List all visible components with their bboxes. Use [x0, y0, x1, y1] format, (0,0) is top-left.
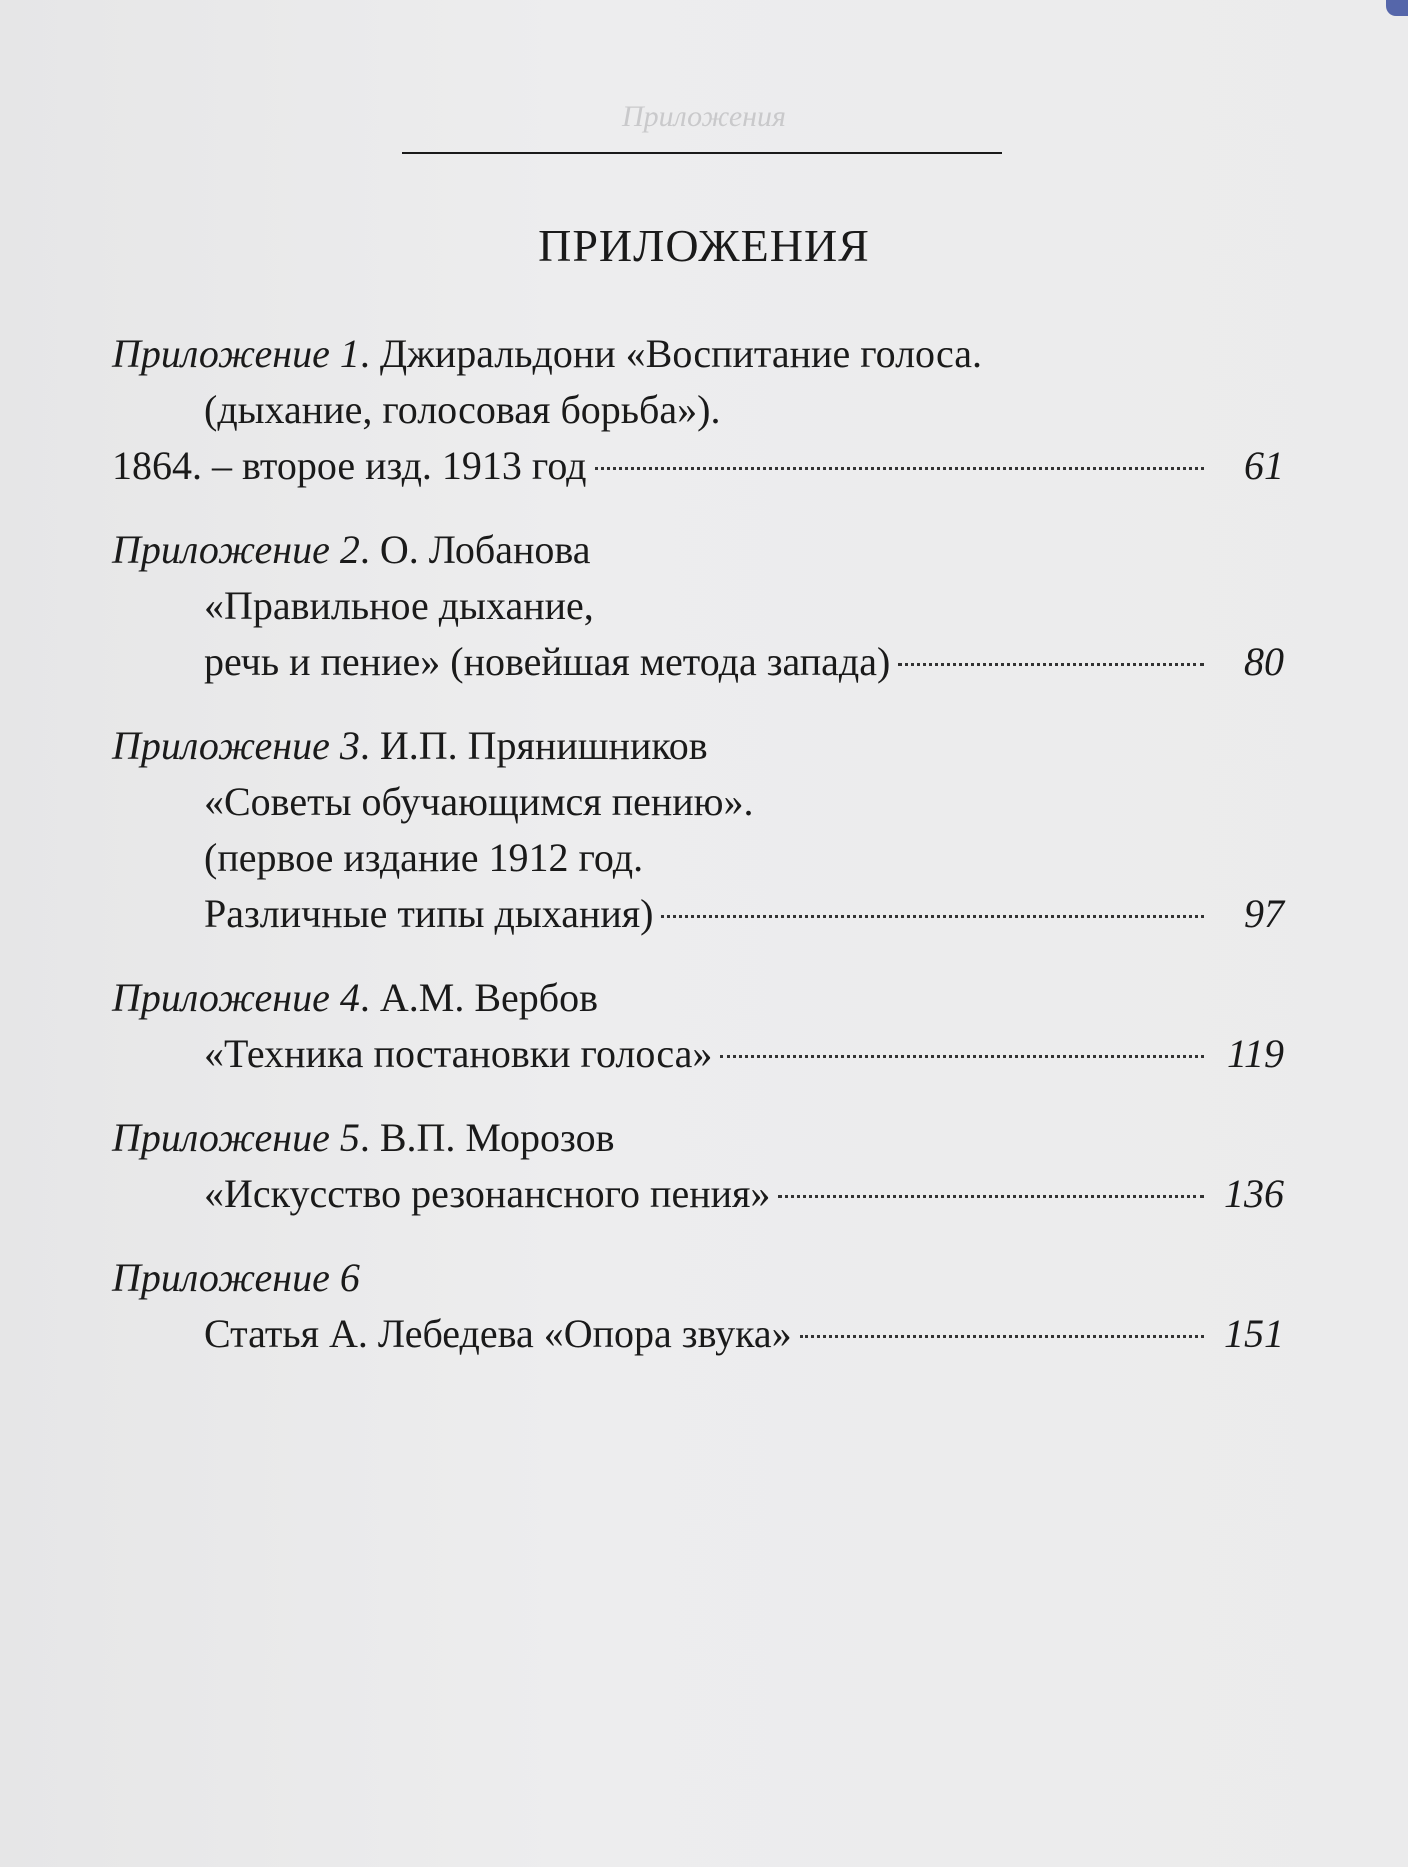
- dot-leader: [898, 663, 1204, 666]
- toc-line: [112, 578, 1284, 634]
- toc-line: Приложение 2 . О. Лобанова: [112, 522, 1284, 578]
- toc-line: [112, 830, 1284, 886]
- dot-leader: [595, 467, 1204, 470]
- page-number[interactable]: 119: [1226, 1031, 1284, 1076]
- toc-line: [112, 886, 1284, 942]
- entry-text: (дыхание, голосовая борьба»).: [204, 387, 721, 432]
- toc-line: [112, 1166, 1284, 1222]
- page-number[interactable]: 136: [1224, 1171, 1284, 1216]
- toc-entry-3[interactable]: [112, 718, 1284, 942]
- entry-text: И.П. Прянишников: [379, 723, 708, 768]
- entry-text: Статья А. Лебедева «Опора звука»: [204, 1311, 792, 1356]
- toc-line: Приложение 4 . А.М. Вербов: [112, 970, 1284, 1026]
- entry-text: Различные типы дыхания): [204, 891, 654, 936]
- entry-text: «Советы обучающимся пению».: [204, 779, 754, 824]
- entry-text: А.М. Вербов: [379, 975, 598, 1020]
- toc-line: Приложение 1 . Джиральдони «Воспитание голоса.: [112, 326, 1284, 382]
- toc-entry-2[interactable]: [112, 522, 1284, 690]
- entry-text: Джиральдони «Воспитание голоса.: [379, 331, 983, 376]
- toc-line: [112, 1306, 1284, 1362]
- appendix-label: Приложение 5: [112, 1115, 360, 1160]
- appendix-label: Приложение 6: [112, 1255, 360, 1300]
- toc-line: [112, 1250, 1284, 1306]
- appendix-label: Приложение 2: [112, 527, 360, 572]
- toc-line: Приложение 5 . В.П. Морозов: [112, 1110, 1284, 1166]
- toc-entry-4[interactable]: [112, 970, 1284, 1082]
- entry-text: «Искусство резонансного пения»: [204, 1171, 771, 1216]
- toc-line: [112, 438, 1284, 494]
- dot-leader: [778, 1195, 1204, 1198]
- entry-text: «Техника постановки голоса»: [204, 1031, 713, 1076]
- entry-text: О. Лобанова: [379, 527, 591, 572]
- toc-line: [112, 634, 1284, 690]
- appendix-label: Приложение 3: [112, 723, 360, 768]
- toc-entry-1[interactable]: [112, 326, 1284, 494]
- toc-line: [112, 774, 1284, 830]
- entry-text: речь и пение» (новейшая метода запада): [204, 639, 891, 684]
- toc-line: Приложение 3 . И.П. Прянишников: [112, 718, 1284, 774]
- toc-entry-6[interactable]: [112, 1250, 1284, 1362]
- dot-leader: [661, 915, 1204, 918]
- toc-line: [112, 1026, 1284, 1082]
- page-number[interactable]: 151: [1224, 1311, 1284, 1356]
- appendix-label: Приложение 4: [112, 975, 360, 1020]
- page-number[interactable]: 61: [1244, 443, 1284, 488]
- page-number[interactable]: 80: [1244, 639, 1284, 684]
- running-head: Приложения: [621, 100, 787, 133]
- dot-leader: [800, 1335, 1204, 1338]
- entry-text: В.П. Морозов: [379, 1115, 615, 1160]
- page-title: ПРИЛОЖЕНИЯ: [538, 220, 870, 271]
- toc-entry-5[interactable]: [112, 1110, 1284, 1222]
- page-edge-mark: [1386, 0, 1408, 16]
- table-of-contents: [112, 326, 1284, 1362]
- entry-text: (первое издание 1912 год.: [204, 835, 644, 880]
- appendix-label: Приложение 1: [112, 331, 360, 376]
- entry-text: 1864. – второе изд. 1913 год: [112, 443, 587, 488]
- dot-leader: [720, 1055, 1204, 1058]
- toc-line: [112, 382, 1284, 438]
- header-rule: [402, 152, 1002, 154]
- page-number[interactable]: 97: [1244, 891, 1284, 936]
- entry-text: «Правильное дыхание,: [204, 583, 594, 628]
